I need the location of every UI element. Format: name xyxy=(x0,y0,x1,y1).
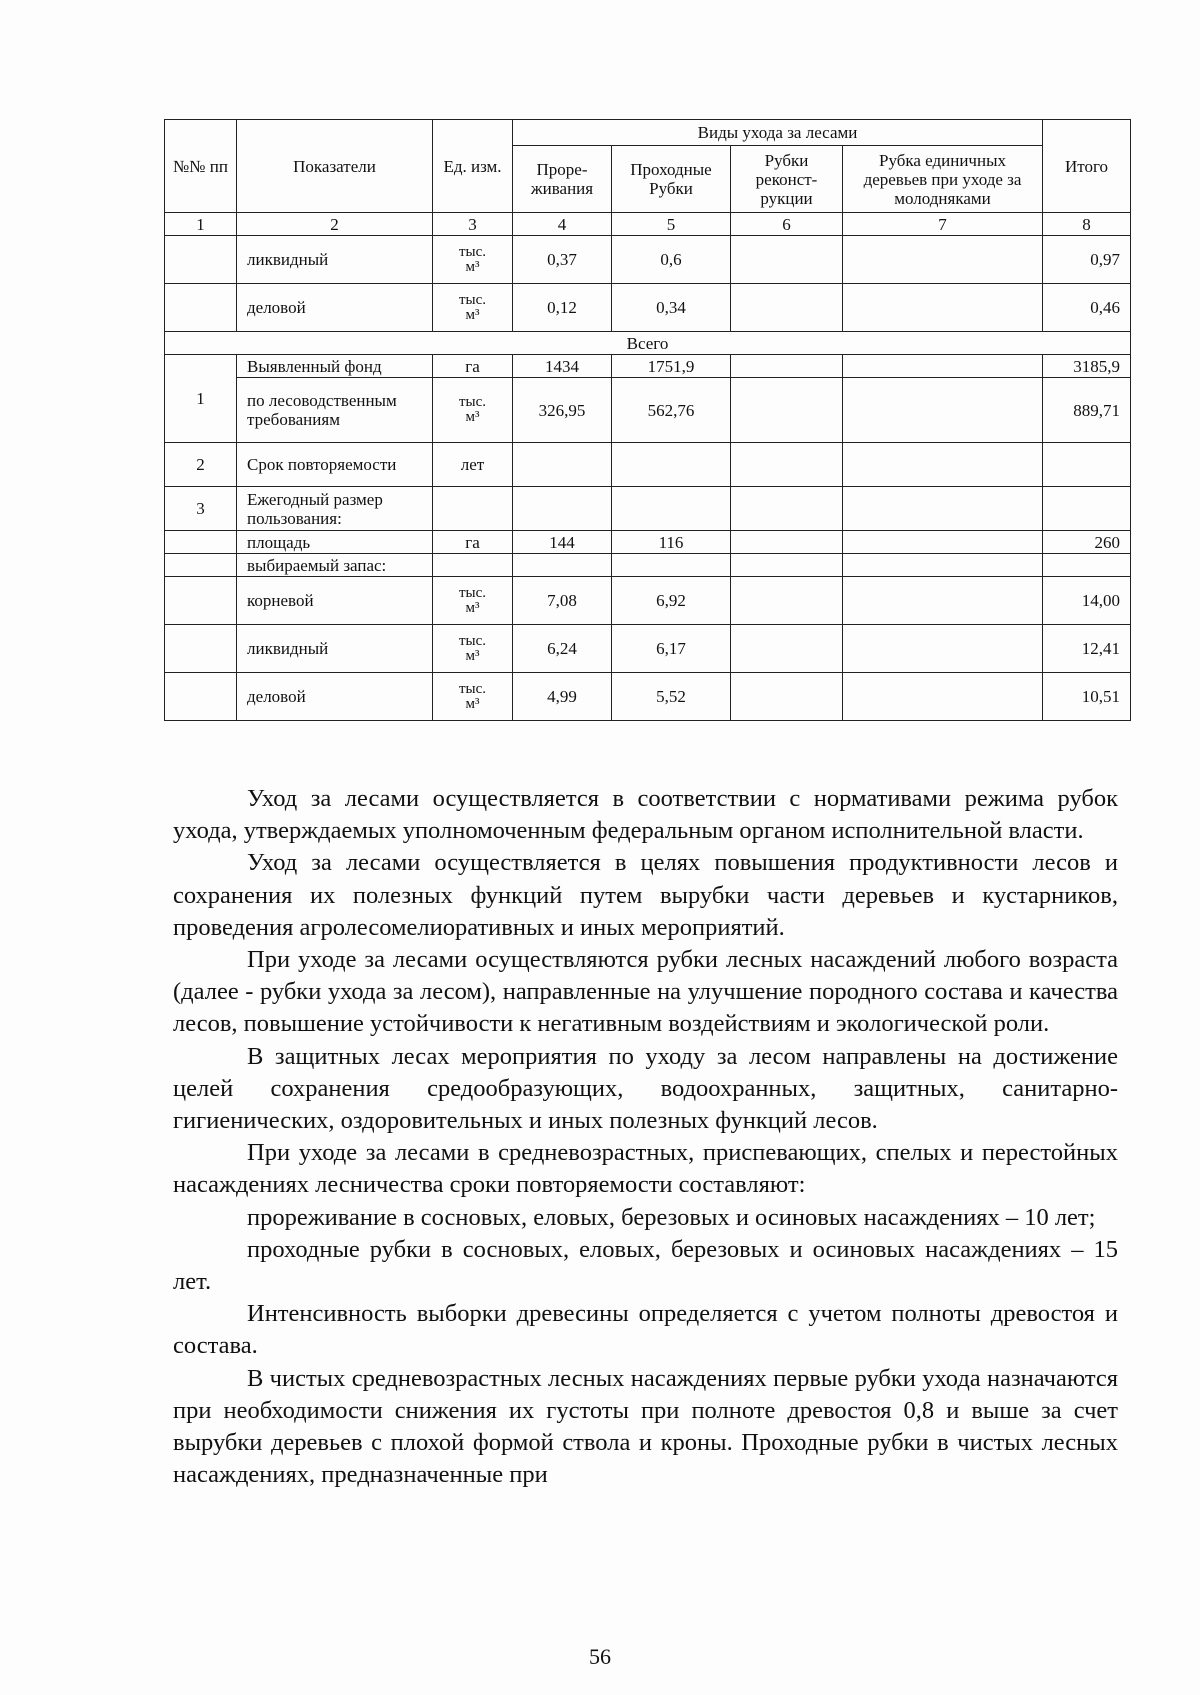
colnum-6: 6 xyxy=(731,213,843,236)
row-total: 12,41 xyxy=(1043,625,1131,673)
header-thinning: Проре- живания xyxy=(513,146,612,213)
row-label: Ежегодный размер пользования: xyxy=(237,487,433,531)
row-total: 14,00 xyxy=(1043,577,1131,625)
header-unit: Ед. изм. xyxy=(433,120,513,213)
row-thinning-value: 7,08 xyxy=(513,577,612,625)
colnum-3: 3 xyxy=(433,213,513,236)
paragraph: прореживание в сосновых, еловых, березовых и осиновых насаждениях – 10 лет; xyxy=(247,1203,1096,1231)
header-indicators: Показатели xyxy=(237,120,433,213)
row-passage-value: 6,92 xyxy=(612,577,731,625)
row-label: выбираемый запас: xyxy=(237,554,433,577)
row-unit: га xyxy=(433,355,513,378)
row-total: 0,46 xyxy=(1043,284,1131,332)
page-number: 56 xyxy=(589,1644,611,1669)
row-unit: тыс. м³ xyxy=(433,284,513,332)
header-num: №№ пп xyxy=(165,120,237,213)
row-thinning-value: 326,95 xyxy=(513,378,612,443)
row-number: 2 xyxy=(165,443,237,487)
body-text xyxy=(173,783,1118,1491)
table-row xyxy=(165,625,1131,673)
row-passage-value: 5,52 xyxy=(612,673,731,721)
colnum-1: 1 xyxy=(165,213,237,236)
table-row xyxy=(165,236,1131,284)
row-label: корневой xyxy=(237,577,433,625)
header-total: Итого xyxy=(1043,120,1131,213)
row-thinning-value: 0,37 xyxy=(513,236,612,284)
row-unit: тыс. м³ xyxy=(433,378,513,443)
section-title: Всего xyxy=(165,332,1131,355)
colnum-7: 7 xyxy=(843,213,1043,236)
row-unit: тыс. м³ xyxy=(433,577,513,625)
paragraph: При уходе за лесами осуществляются рубки лесных насаждений любого возраста (далее - рубки ухода за лесом), направленные на улучшение породного состава и качества лесов, повышение устойчивости к негативным воздействиям и экологической роли. xyxy=(173,946,1118,1038)
row-total: 10,51 xyxy=(1043,673,1131,721)
table-row xyxy=(165,554,1131,577)
paragraph: Интенсивность выборки древесины определяется с учетом полноты древостоя и состава. xyxy=(173,1300,1118,1360)
paragraph: Уход за лесами осуществляется в соответствии с нормативами режима рубок ухода, утверждаемых уполномоченным федеральным органом исполнительной власти. xyxy=(173,785,1118,845)
forest-care-table xyxy=(164,119,1131,721)
row-passage-value: 0,34 xyxy=(612,284,731,332)
row-unit: лет xyxy=(433,443,513,487)
row-label: Выявленный фонд xyxy=(237,355,433,378)
row-label: ликвидный xyxy=(237,236,433,284)
row-label: Срок повторяемости xyxy=(237,443,433,487)
table-row xyxy=(165,531,1131,554)
row-total: 260 xyxy=(1043,531,1131,554)
row-number: 3 xyxy=(165,487,237,531)
header-reconstruction: Рубки реконст-рукции xyxy=(731,146,843,213)
paragraph: В чистых средневозрастных лесных насаждениях первые рубки ухода назначаются при необходимости снижения их густоты при полноте древостоя 0,8 и выше за счет вырубки деревьев с плохой формой ствола и кроны. Проходные рубки в чистых лесных насаждениях, предназначенные при xyxy=(173,1364,1118,1489)
row-unit: тыс. м³ xyxy=(433,236,513,284)
row-passage-value: 0,6 xyxy=(612,236,731,284)
row-passage-value: 562,76 xyxy=(612,378,731,443)
row-thinning-value: 4,99 xyxy=(513,673,612,721)
row-label: ликвидный xyxy=(237,625,433,673)
table-row xyxy=(165,487,1131,531)
row-label: площадь xyxy=(237,531,433,554)
row-passage-value: 6,17 xyxy=(612,625,731,673)
row-unit: тыс. м³ xyxy=(433,673,513,721)
paragraph: При уходе за лесами в средневозрастных, приспевающих, спелых и перестойных насаждениях лесничества сроки повторяемости составляют: xyxy=(173,1139,1118,1199)
table-row xyxy=(165,284,1131,332)
row-total: 3185,9 xyxy=(1043,355,1131,378)
row-passage-value: 116 xyxy=(612,531,731,554)
row-thinning-value: 144 xyxy=(513,531,612,554)
colnum-5: 5 xyxy=(612,213,731,236)
row-total: 889,71 xyxy=(1043,378,1131,443)
paragraph: В защитных лесах мероприятия по уходу за лесом направлены на достижение целей сохранения средообразующих, водоохранных, защитных, санитарно-гигиенических, оздоровительных и иных полезных функций лесов. xyxy=(173,1042,1118,1135)
row-thinning-value: 6,24 xyxy=(513,625,612,673)
table-row xyxy=(165,673,1131,721)
header-single-tree-cutting: Рубка единичных деревьев при уходе за молодняками xyxy=(843,146,1043,213)
row-thinning-value: 0,12 xyxy=(513,284,612,332)
row-thinning-value: 1434 xyxy=(513,355,612,378)
header-passage-cutting: Проходные Рубки xyxy=(612,146,731,213)
row-number: 1 xyxy=(165,355,237,443)
paragraph: Уход за лесами осуществляется в целях повышения продуктивности лесов и сохранения их полезных функций путем вырубки части деревьев и кустарников, проведения агролесомелиоративных и иных мероприятий. xyxy=(173,849,1118,941)
row-passage-value: 1751,9 xyxy=(612,355,731,378)
row-label: деловой xyxy=(237,284,433,332)
row-label: по лесоводственным требованиям xyxy=(237,378,433,443)
row-unit: тыс. м³ xyxy=(433,625,513,673)
header-care-types: Виды ухода за лесами xyxy=(513,120,1043,146)
colnum-8: 8 xyxy=(1043,213,1131,236)
table-row xyxy=(165,378,1131,443)
table-row xyxy=(165,577,1131,625)
table-row xyxy=(165,443,1131,487)
table-row xyxy=(165,355,1131,378)
row-label: деловой xyxy=(237,673,433,721)
paragraph: проходные рубки в сосновых, еловых, березовых и осиновых насаждениях – 15 лет. xyxy=(173,1235,1118,1296)
row-total: 0,97 xyxy=(1043,236,1131,284)
colnum-4: 4 xyxy=(513,213,612,236)
colnum-2: 2 xyxy=(237,213,433,236)
row-unit: га xyxy=(433,531,513,554)
